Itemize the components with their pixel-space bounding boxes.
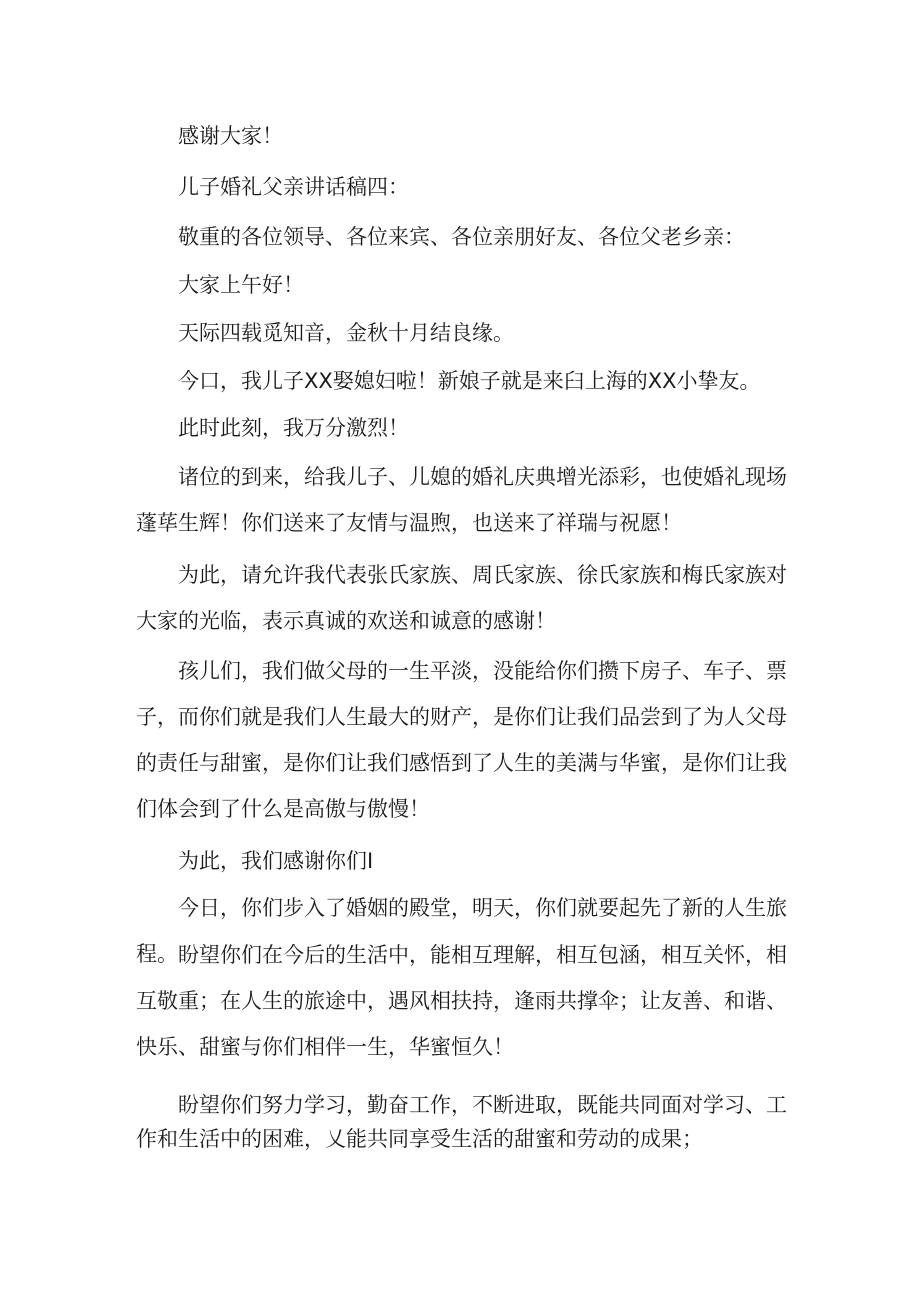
paragraph-4: 大家上午好！ (178, 273, 304, 297)
paragraph-6: 今口，我儿子XX娶媳妇啦！新娘子就是来臼上海的XX小挚友。 (178, 369, 761, 393)
paragraph-5: 天际四载觅知音，金秋十月结良缘。 (178, 321, 514, 345)
paragraph-8: 诸位的到来，给我儿子、儿媳的婚礼庆典增光添彩，也使婚礼现场蓬荜生辉！你们送来了友情与温煦，也送来了祥瑞与祝愿！ (136, 465, 787, 535)
paragraph-10: 孩儿们，我们做父母的一生平淡，没能给你们攒下房子、车子、票子，而你们就是我们人生最大的财产，是你们让我们品尝到了为人父母的责任与甜蜜，是你们让我们感悟到了人生的美满与华蜜，是你们让我们体会到了什么是高傲与傲慢！ (136, 659, 787, 821)
paragraph-3: 敬重的各位领导、各位来宾、各位亲朋好友、各位父老乡亲： (178, 225, 745, 249)
paragraph-2: 儿子婚礼父亲讲话稿四： (178, 175, 409, 199)
paragraph-14: 盼望你们努力学习，勤奋工作，不断进取，既能共同面对学习、工作和生活中的困难，乂能共同享受生活的甜蜜和劳动的成果； (136, 1093, 787, 1151)
paragraph-11: 为此，我们感谢你们I (178, 849, 374, 873)
paragraph-7: 此时此刻，我万分激烈！ (178, 416, 409, 440)
paragraph-12: 今日，你们步入了婚姻的殿堂，明天，你们就要起先了新的人生旅程。 (136, 896, 787, 966)
paragraph-13: 盼望你们在今后的生活中，能相互理解，相互包涵，相互关怀，相互敬重；在人生的旅途中，遇风相扶持，逢雨共撑伞；让友善、和谐、快乐、甜蜜与你们相伴一生，华蜜恒久！ (136, 943, 787, 1059)
paragraph-9: 为此，请允许我代表张氏家族、周氏家族、徐氏家族和梅氏家族对大家的光临，表示真诚的欢送和诚意的感谢！ (136, 563, 787, 633)
paragraph-1: 感谢大家！ (178, 124, 283, 148)
